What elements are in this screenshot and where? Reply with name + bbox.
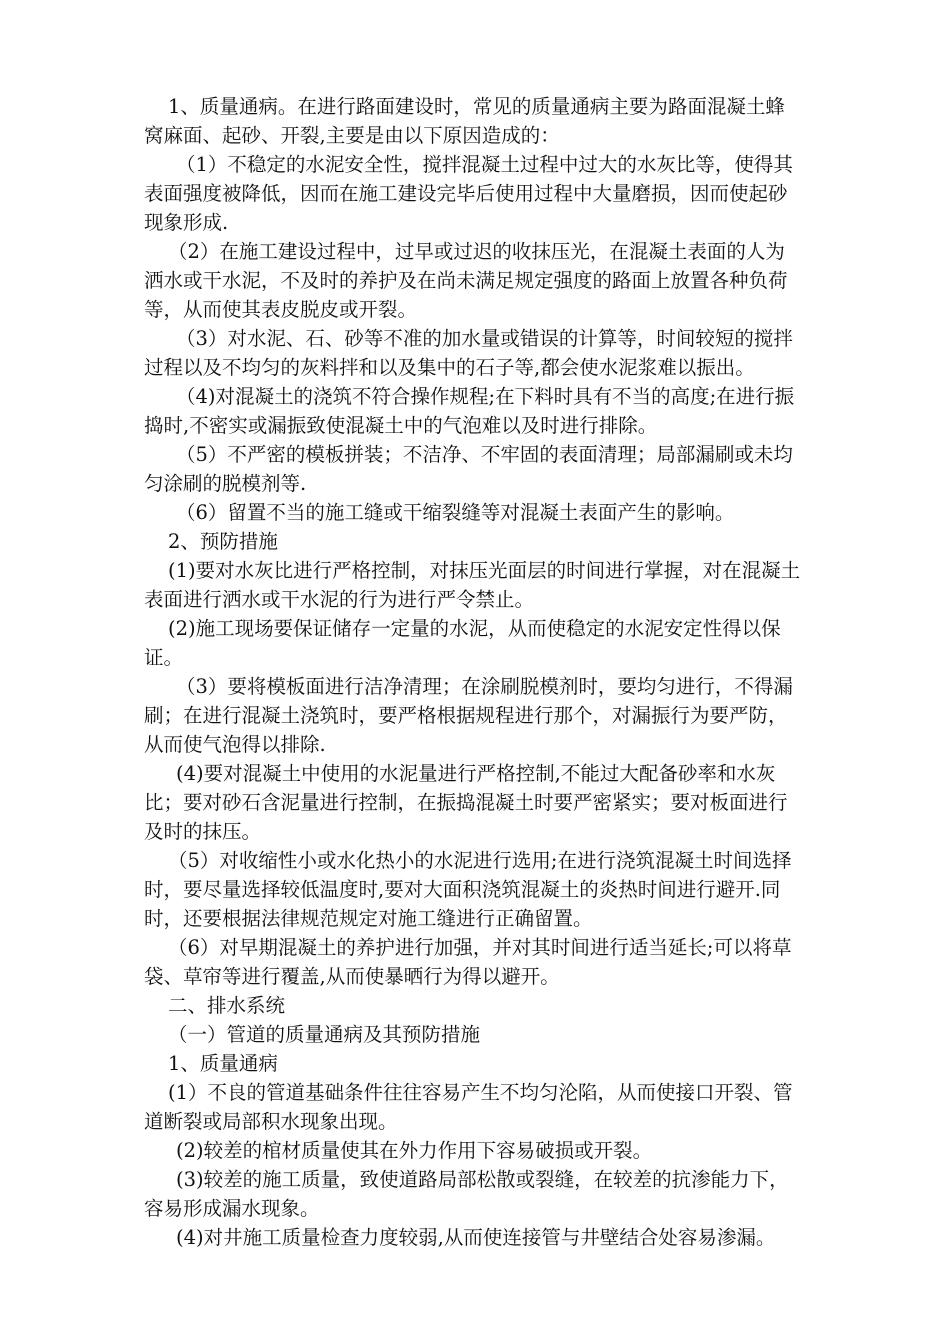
paragraph: (4)要对混凝土中使用的水泥量进行严格控制,不能过大配备砂率和水灰比；要对砂石含泥量进行控制，在振捣混凝土时要严密紧实；要对板面进行及时的抹压。 — [144, 762, 788, 843]
section-heading: 2、预防措施 — [168, 530, 278, 553]
subsection-heading: （一）管道的质量通病及其预防措施 — [168, 1023, 481, 1046]
paragraph: (2)施工现场要保证储存一定量的水泥，从而使稳定的水泥安定性得以保证。 — [144, 617, 781, 669]
subsection-heading: 1、质量通病 — [168, 1052, 278, 1075]
paragraph: （5）对收缩性小或水化热小的水泥进行选用;在进行浇筑混凝土时间选择时，要尽量选择较低温度时,要对大面积浇筑混凝土的炎热时间进行避开.同时，还要根据法律规范规定对施工缝进行正确留置。 — [144, 849, 792, 930]
paragraph: 1、质量通病。在进行路面建设时，常见的质量通病主要为路面混凝土蜂窝麻面、起砂、开裂,主要是由以下原因造成的： — [144, 95, 785, 147]
paragraph: （4)对混凝土的浇筑不符合操作规程;在下料时具有不当的高度;在进行振捣时,不密实或漏振致使混凝土中的气泡难以及时进行排除。 — [144, 385, 795, 437]
paragraph: （2）在施工建设过程中，过早或过迟的收抹压光，在混凝土表面的人为洒水或干水泥，不及时的养护及在尚未满足规定强度的路面上放置各种负荷等，从而使其表皮脱皮或开裂。 — [144, 240, 788, 321]
paragraph: （3）要将模板面进行洁净清理；在涂刷脱模剂时，要均匀进行，不得漏刷；在进行混凝土浇筑时，要严格根据规程进行那个，对漏振行为要严防，从而使气泡得以排除. — [144, 675, 793, 756]
paragraph: （6）对早期混凝土的养护进行加强，并对其时间进行适当延长;可以将草袋、草帘等进行覆盖,从而使暴晒行为得以避开。 — [144, 936, 792, 988]
document-body — [144, 92, 804, 1252]
paragraph: （1）不稳定的水泥安全性，搅拌混凝土过程中过大的水灰比等，使得其表面强度被降低，因而在施工建设完毕后使用过程中大量磨损，因而使起砂现象形成. — [144, 153, 793, 234]
paragraph: （3）对水泥、石、砂等不准的加水量或错误的计算等，时间较短的搅拌过程以及不均匀的灰料拌和以及集中的石子等,都会使水泥浆难以振出。 — [144, 327, 793, 379]
paragraph: (3)较差的施工质量，致使道路局部松散或裂缝，在较差的抗渗能力下，容易形成漏水现象。 — [144, 1168, 789, 1220]
section-heading: 二、排水系统 — [168, 994, 286, 1017]
paragraph: (1)要对水灰比进行严格控制，对抹压光面层的时间进行掌握，对在混凝土表面进行洒水或干水泥的行为进行严令禁止。 — [144, 559, 801, 611]
paragraph: (1）不良的管道基础条件往往容易产生不均匀沦陷，从而使接口开裂、管道断裂或局部积水现象出现。 — [144, 1081, 793, 1133]
paragraph: （6）留置不当的施工缝或干缩裂缝等对混凝土表面产生的影响。 — [176, 501, 735, 524]
paragraph: （5）不严密的模板拼装；不洁净、不牢固的表面清理；局部漏刷或未均匀涂刷的脱模剂等. — [144, 443, 793, 495]
paragraph: (4)对井施工质量检查力度较弱,从而使连接管与井壁结合处容易渗漏。 — [176, 1226, 776, 1249]
paragraph: (2)较差的棺材质量使其在外力作用下容易破损或开裂。 — [176, 1139, 653, 1162]
